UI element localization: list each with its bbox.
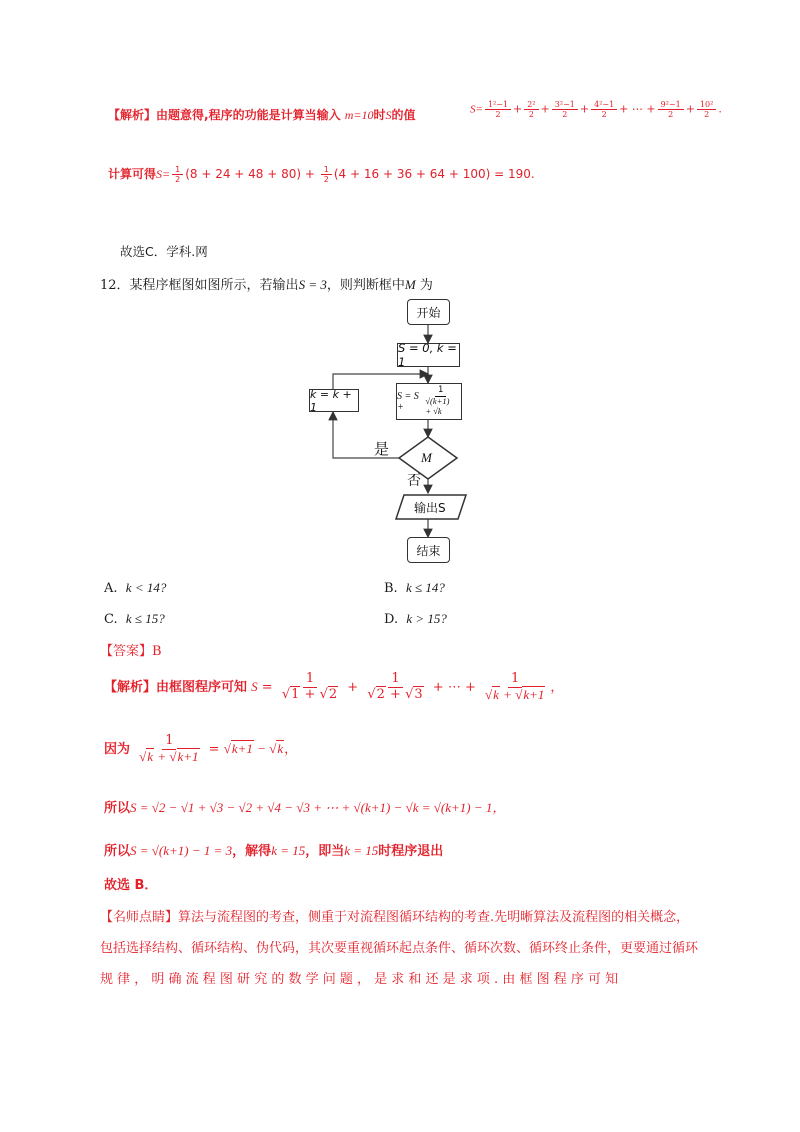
start-box bbox=[407, 299, 450, 325]
increment-label: k = k + 1 bbox=[310, 387, 352, 414]
tips-line3: 规 律 ， 明 确 流 程 图 研 究 的 数 学 问 题 ， 是 求 和 还 是 求 项 . 由 框 图 程 序 可 知 bbox=[100, 972, 619, 987]
analysis-tag: 【解析】 bbox=[104, 679, 157, 695]
start-label: 开始 bbox=[416, 305, 441, 320]
stem-a: 某程序框图如图所示，若输出 bbox=[129, 278, 299, 293]
update-den: √(k+1) + √k bbox=[425, 396, 450, 416]
calc-prefix: 计算可得 bbox=[108, 167, 157, 182]
arrow-yes-increment bbox=[333, 412, 402, 458]
analysis-line3 bbox=[104, 797, 505, 816]
line4-expr: S = √(k+1) − 1 = 3 bbox=[130, 843, 233, 858]
s-var: S bbox=[385, 108, 392, 122]
increment-box bbox=[309, 389, 359, 412]
line3-prefix: 所以 bbox=[104, 801, 131, 816]
update-num: 1 bbox=[435, 386, 446, 397]
option-b-expr: k ≤ 14? bbox=[405, 580, 445, 595]
line4-k2: k = 15 bbox=[344, 843, 379, 858]
tips-tag: 【名师点睛】 bbox=[100, 910, 179, 925]
output-label: 输出S bbox=[414, 501, 446, 515]
answer-line bbox=[100, 640, 162, 659]
line4-prefix: 所以 bbox=[104, 844, 131, 859]
tips-line1 bbox=[100, 906, 689, 925]
analysis-line4 bbox=[104, 840, 443, 859]
solution-text: 由题意得,程序的功能是计算当输入 bbox=[156, 108, 341, 122]
answer-value: B bbox=[152, 644, 162, 659]
stem-m: M bbox=[404, 277, 416, 292]
line4-mid2: ，即当 bbox=[305, 844, 345, 859]
line4-end: 时程序退出 bbox=[378, 844, 444, 859]
line4-mid: ，解得 bbox=[232, 844, 272, 859]
tips-text1: 算法与流程图的考查，侧重于对流程图循环结构的考查.先明晰算法及流程图的相关概念， bbox=[178, 910, 690, 925]
analysis-line2: 因为 $\frac{1}{√k + √k+1}$ = √k+1 − √k， bbox=[104, 733, 298, 764]
m-assign: m=10 bbox=[344, 108, 374, 122]
solution-text3: 的值 bbox=[391, 108, 416, 122]
stem-c: 为 bbox=[415, 278, 433, 293]
line2-prefix: 因为 bbox=[104, 741, 131, 757]
tips-line2: 包括选择结构、循环结构、伪代码，其次要重视循环起点条件、循环次数、循环终止条件，更要通过循环 bbox=[100, 941, 699, 956]
option-b bbox=[384, 580, 445, 596]
option-b-letter: B. bbox=[384, 581, 398, 596]
no-label: 否 bbox=[407, 473, 421, 489]
option-c-letter: C. bbox=[104, 612, 118, 627]
answer-tag: 【答案】 bbox=[100, 644, 153, 659]
option-c-expr: k ≤ 15? bbox=[125, 611, 165, 626]
line1-prefix: 由框图程序可知 bbox=[156, 679, 248, 695]
top-formula: S= $\frac{\text{1²−1}}{2}$ + $\frac{\text{2²}}{2}$ + $\frac{\text{3²−1}}{2}$ + $\frac{\text{4²−1}}{2}$ + ⋯ + $\frac{\text{9²−1}}{2}$ + $\frac{\text{10²}}{2}$ . bbox=[470, 100, 722, 120]
option-a-expr: k < 14? bbox=[125, 580, 167, 595]
update-prefix: S = S + bbox=[397, 390, 419, 413]
yes-label: 是 bbox=[374, 440, 390, 458]
end-label: 结束 bbox=[416, 543, 441, 558]
decision-label: M bbox=[421, 450, 432, 465]
option-d-letter: D. bbox=[384, 612, 399, 627]
line3-expr: S = √2 − √1 + √3 − √2 + √4 − √3 + ⋯ + √(k+1) − √k = √(k+1) − 1， bbox=[130, 800, 506, 815]
option-d bbox=[384, 611, 447, 627]
solution-text2: 时 bbox=[373, 108, 386, 122]
stem-s: S = 3 bbox=[298, 277, 327, 292]
solution-tag: 【解析】 bbox=[108, 108, 157, 122]
update-fraction bbox=[422, 386, 459, 416]
option-d-expr: k > 15? bbox=[406, 611, 447, 626]
line4-k: k = 15 bbox=[271, 843, 306, 858]
end-box bbox=[407, 537, 450, 563]
option-a bbox=[104, 580, 166, 596]
stem-b: ，则判断框中 bbox=[326, 278, 405, 293]
top-conclusion: 故选C．学科.网 bbox=[120, 244, 208, 259]
init-box bbox=[397, 343, 460, 367]
analysis-conclusion: 故选 B． bbox=[104, 878, 158, 893]
calc-line: 计算可得S= $\frac{1}{2}$ (8 + 24 + 48 + 80) + $\frac{1}{2}$ (4 + 16 + 36 + 64 + 100) = 190. bbox=[108, 165, 535, 185]
question-number: 12． bbox=[100, 278, 130, 293]
update-box bbox=[396, 383, 462, 420]
analysis-line1: 【解析】由框图程序可知 S = $\frac{1}{√1 + √2}$ + $\frac{1}{√2 + √3}$ + ⋯ + $\frac{1}{√k + √k+1}$ ， bbox=[104, 671, 564, 702]
option-a-letter: A. bbox=[104, 581, 118, 596]
init-label: S = 0, k = 1 bbox=[398, 341, 457, 369]
option-c bbox=[104, 611, 165, 627]
